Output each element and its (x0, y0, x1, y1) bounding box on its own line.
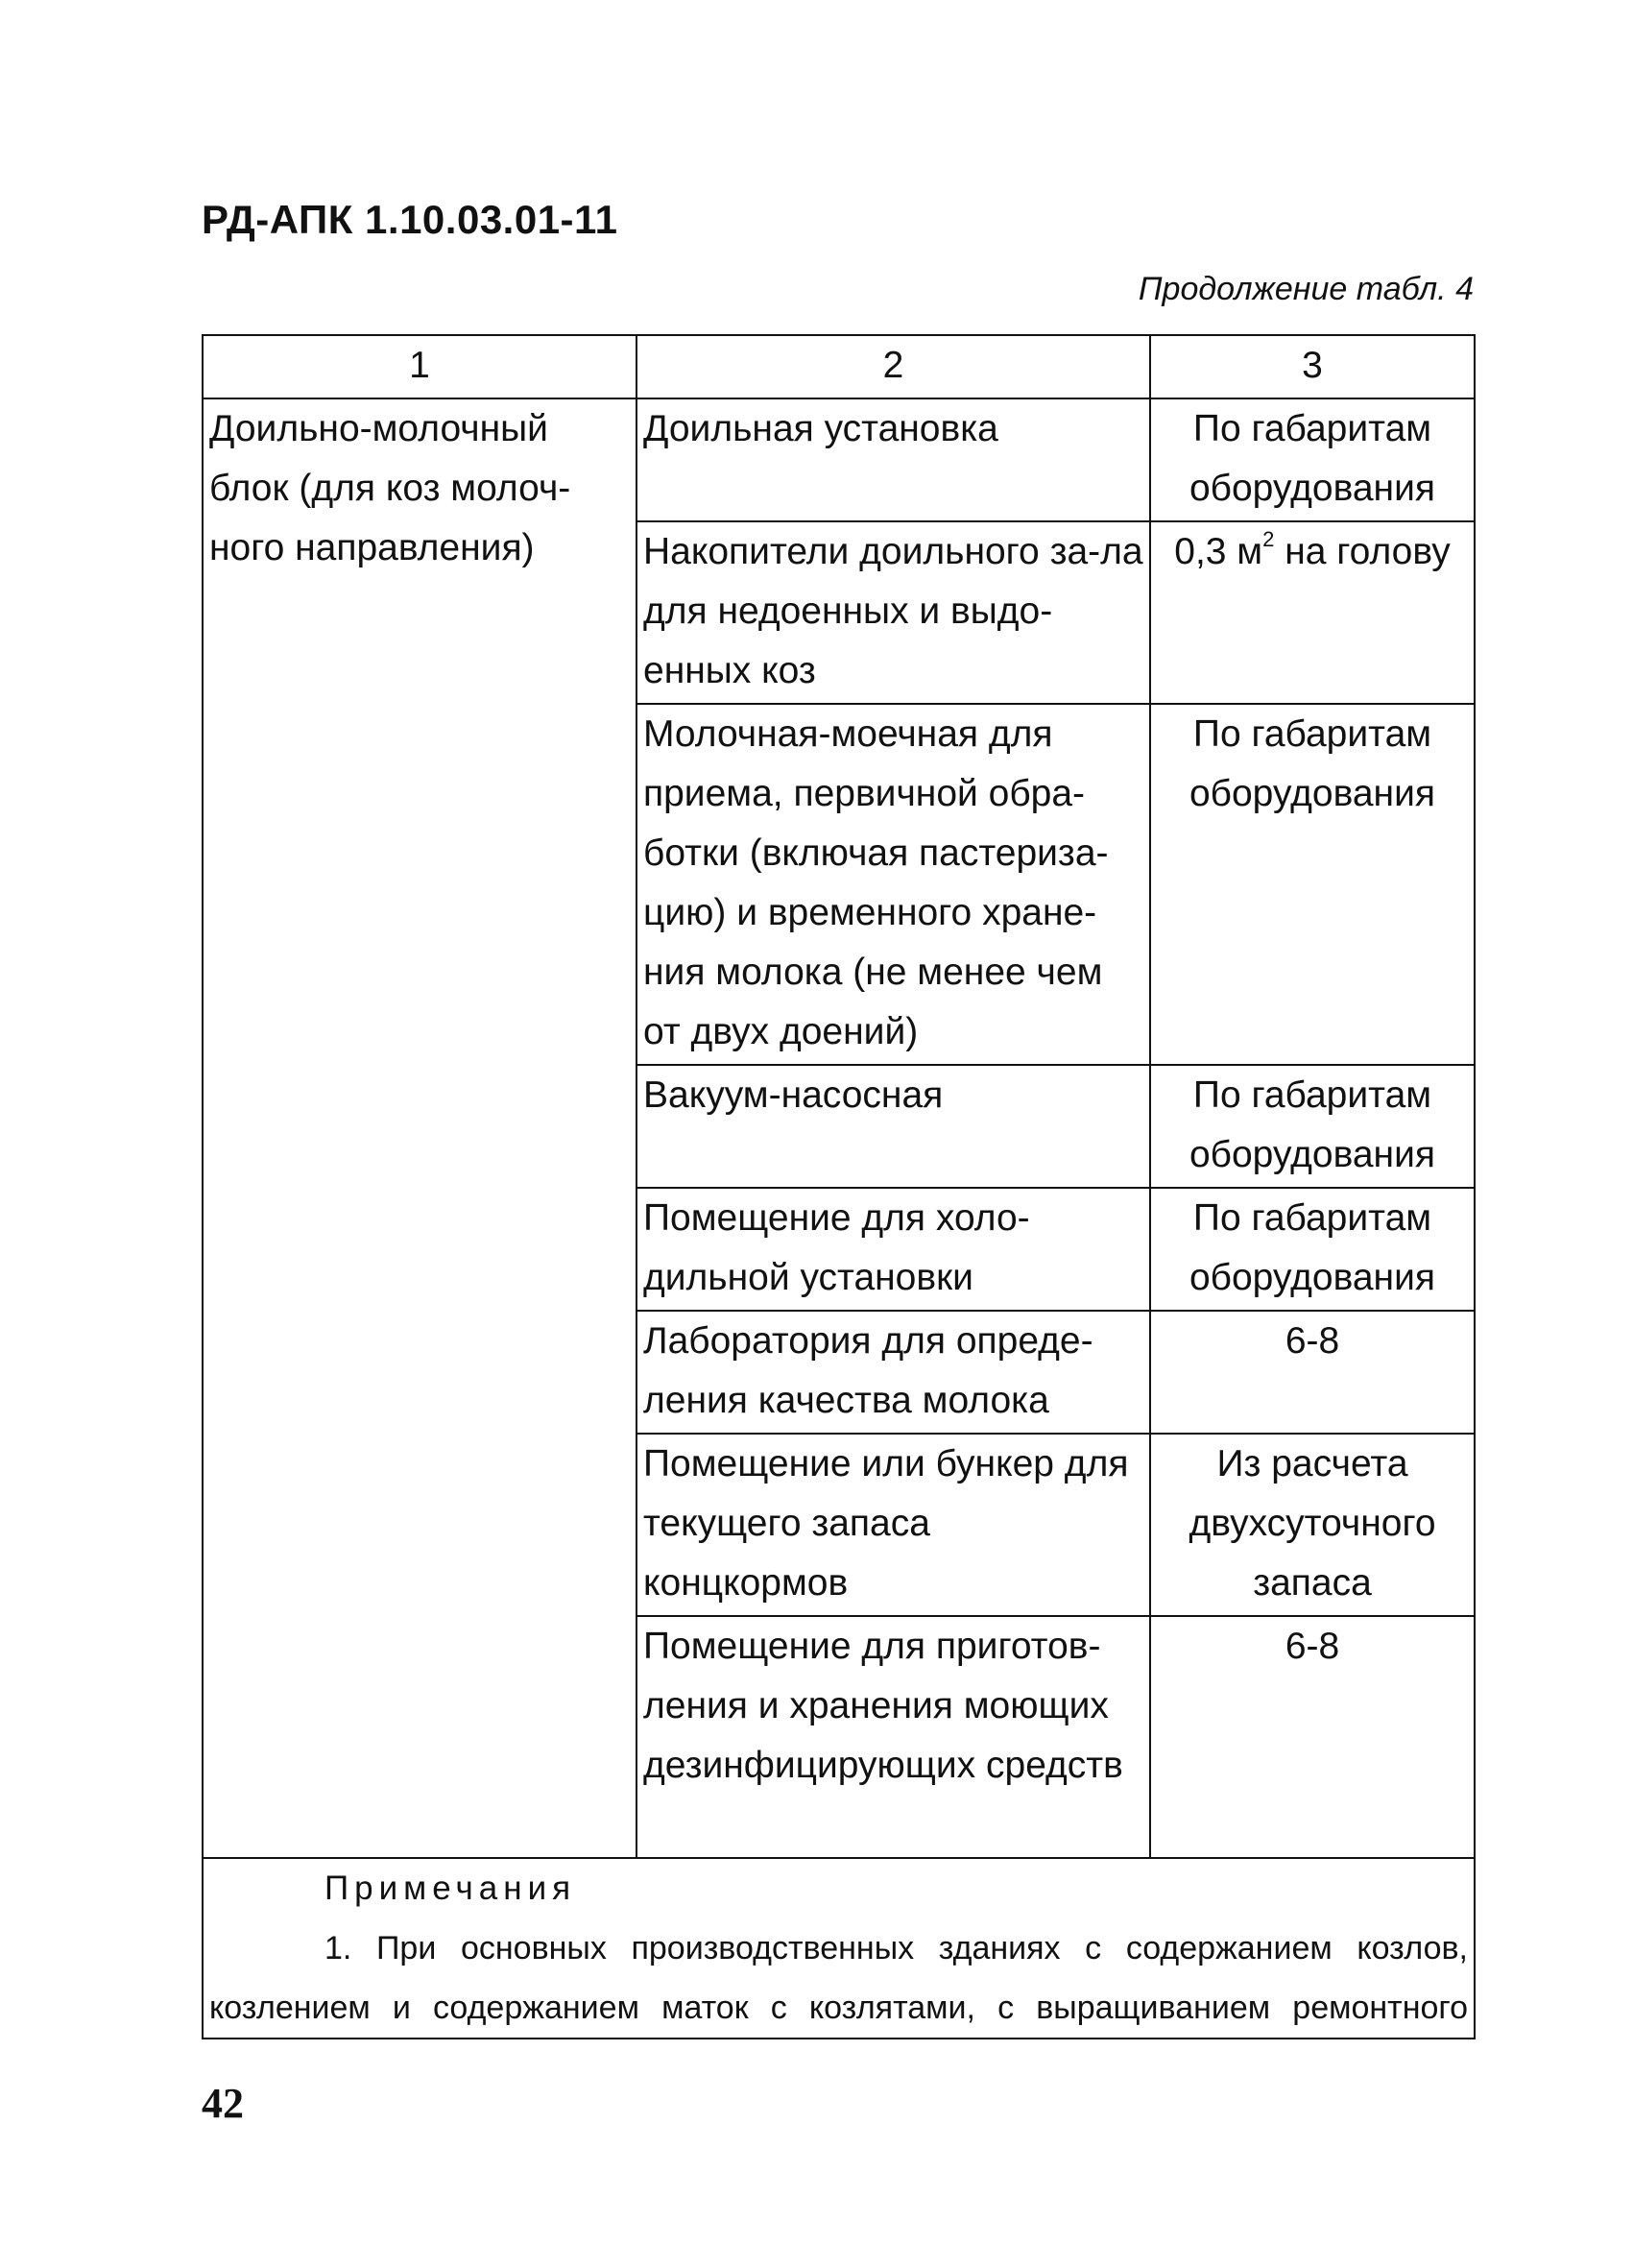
area-value-cell: 6-8 (1150, 1311, 1475, 1434)
column-header-2: 2 (636, 335, 1150, 398)
area-value-cell: 0,3 $м^2$ на голову (1150, 521, 1475, 704)
area-value-cell: По габаритам оборудования (1150, 398, 1475, 521)
notes-title: Примечания (324, 1870, 577, 1907)
area-value-cell: 6-8 (1150, 1616, 1475, 1858)
room-name-cell: Помещение для приготов-ления и хранения моющих дезинфицирующих средств (636, 1616, 1150, 1858)
room-name-cell: Вакуум-насосная (636, 1065, 1150, 1188)
room-name-cell: Помещение для холо-дильной установки (636, 1188, 1150, 1311)
superscript: 2 (1262, 527, 1275, 551)
column-header-1: 1 (203, 335, 636, 398)
requirements-table (202, 334, 1476, 2039)
room-name-cell: Молочная-моечная для приема, первичной обра-ботки (включая пастериза-цию) и временного хране-ния молока (не менее чем от двух доений) (636, 704, 1150, 1065)
room-name-cell: Помещение или бункер для текущего запаса концкормов (636, 1434, 1150, 1616)
notes-text: 1. При основных производственных зданиях с содержанием козлов, козлением и содержанием маток с козлятами, с выращиванием ремонтного (209, 1930, 1468, 2026)
table-header-row (203, 335, 1475, 398)
document-code: РД-АПК 1.10.03.01-11 (202, 197, 618, 242)
room-name-cell: Накопители доильного за-ла для недоенных и выдо-енных коз (636, 521, 1150, 704)
area-value-cell: По габаритам оборудования (1150, 704, 1475, 1065)
area-value-cell: По габаритам оборудования (1150, 1188, 1475, 1311)
notes-cell (203, 1858, 1475, 2039)
notes-row (203, 1858, 1475, 2039)
column-header-3: 3 (1150, 335, 1475, 398)
table-row (203, 398, 1475, 521)
group-label-cell (203, 398, 636, 1858)
group-label: Доильно-молочный блок (для коз молоч-ного направления) (209, 408, 571, 568)
room-name-cell: Доильная установка (636, 398, 1150, 521)
table-continuation-label: Продолжение табл. 4 (1138, 271, 1474, 307)
page-number: 42 (202, 2080, 244, 2127)
area-value-cell: По габаритам оборудования (1150, 1065, 1475, 1188)
room-name-cell: Лаборатория для опреде-ления качества молока (636, 1311, 1150, 1434)
area-value-cell: Из расчета двухсуточного запаса (1150, 1434, 1475, 1616)
